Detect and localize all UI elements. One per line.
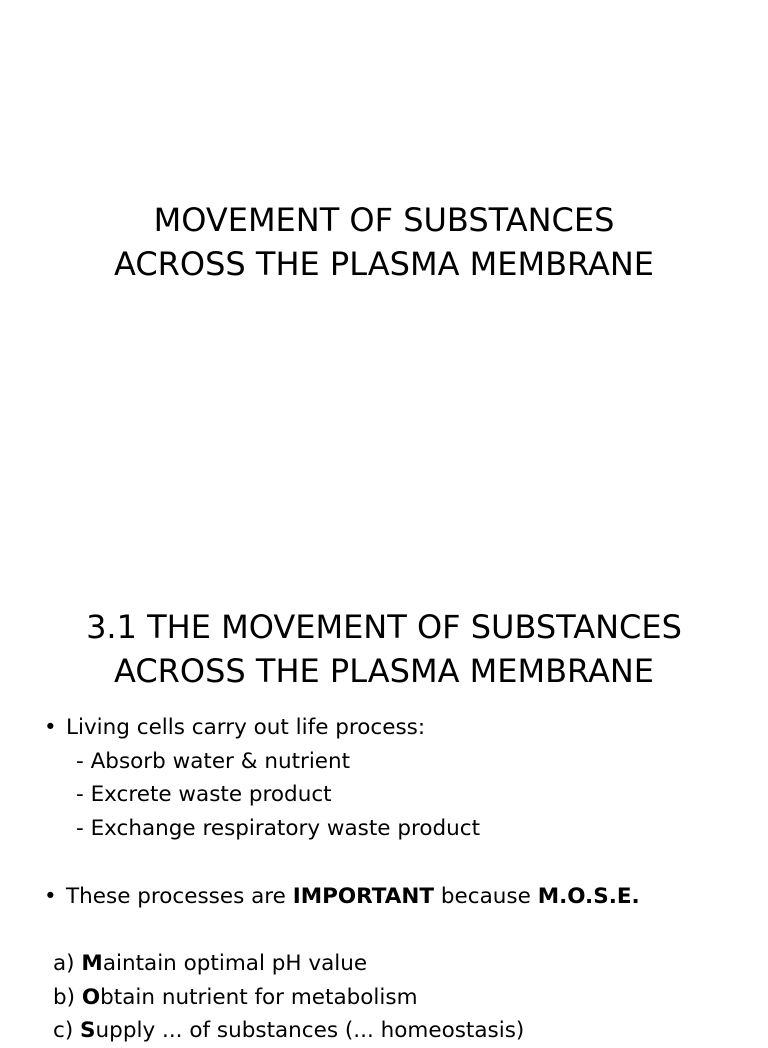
- slide-title: [0, 605, 768, 693]
- bullet-item: [44, 880, 754, 914]
- list-item: [44, 947, 754, 981]
- bullet-item: [44, 711, 754, 745]
- spacer: [44, 913, 754, 947]
- spacer: [44, 846, 754, 880]
- title-line-1: 3.1 THE MOVEMENT OF SUBSTANCES: [86, 608, 682, 646]
- list-text: aintain optimal pH value: [102, 950, 368, 976]
- slide-body: [44, 711, 754, 1048]
- bullet-text-before: These processes are: [66, 883, 293, 909]
- bullet-emphasis-acronym: M.O.S.E.: [537, 883, 640, 909]
- sub-item: - Excrete waste product: [76, 782, 332, 808]
- title-line-2: ACROSS THE PLASMA MEMBRANE: [114, 245, 654, 283]
- list-prefix: a): [53, 950, 82, 976]
- title-line-1: MOVEMENT OF SUBSTANCES: [153, 201, 615, 239]
- bullet-glyph: •: [44, 883, 57, 909]
- list-text: upply ... of substances (... homeostasis): [95, 1018, 525, 1044]
- title-line-2: ACROSS THE PLASMA MEMBRANE: [114, 652, 654, 690]
- sub-item: - Exchange respiratory waste product: [76, 816, 481, 842]
- list-initial: O: [81, 984, 101, 1010]
- bullet-glyph: •: [44, 715, 57, 740]
- slide-title: [0, 198, 768, 286]
- list-item: [44, 981, 754, 1015]
- bullet-text: Living cells carry out life process:: [66, 715, 426, 740]
- list-prefix: c): [53, 1018, 81, 1044]
- content-slide: [0, 560, 768, 1044]
- list-initial: S: [80, 1018, 96, 1044]
- bullet-emphasis-important: IMPORTANT: [292, 883, 435, 909]
- list-item: [44, 1014, 754, 1048]
- list-prefix: b): [53, 984, 82, 1010]
- list-initial: M: [81, 950, 103, 976]
- bullet-text-middle: because: [434, 883, 538, 909]
- sub-item: - Absorb water & nutrient: [76, 748, 351, 774]
- list-text: btain nutrient for metabolism: [100, 984, 418, 1010]
